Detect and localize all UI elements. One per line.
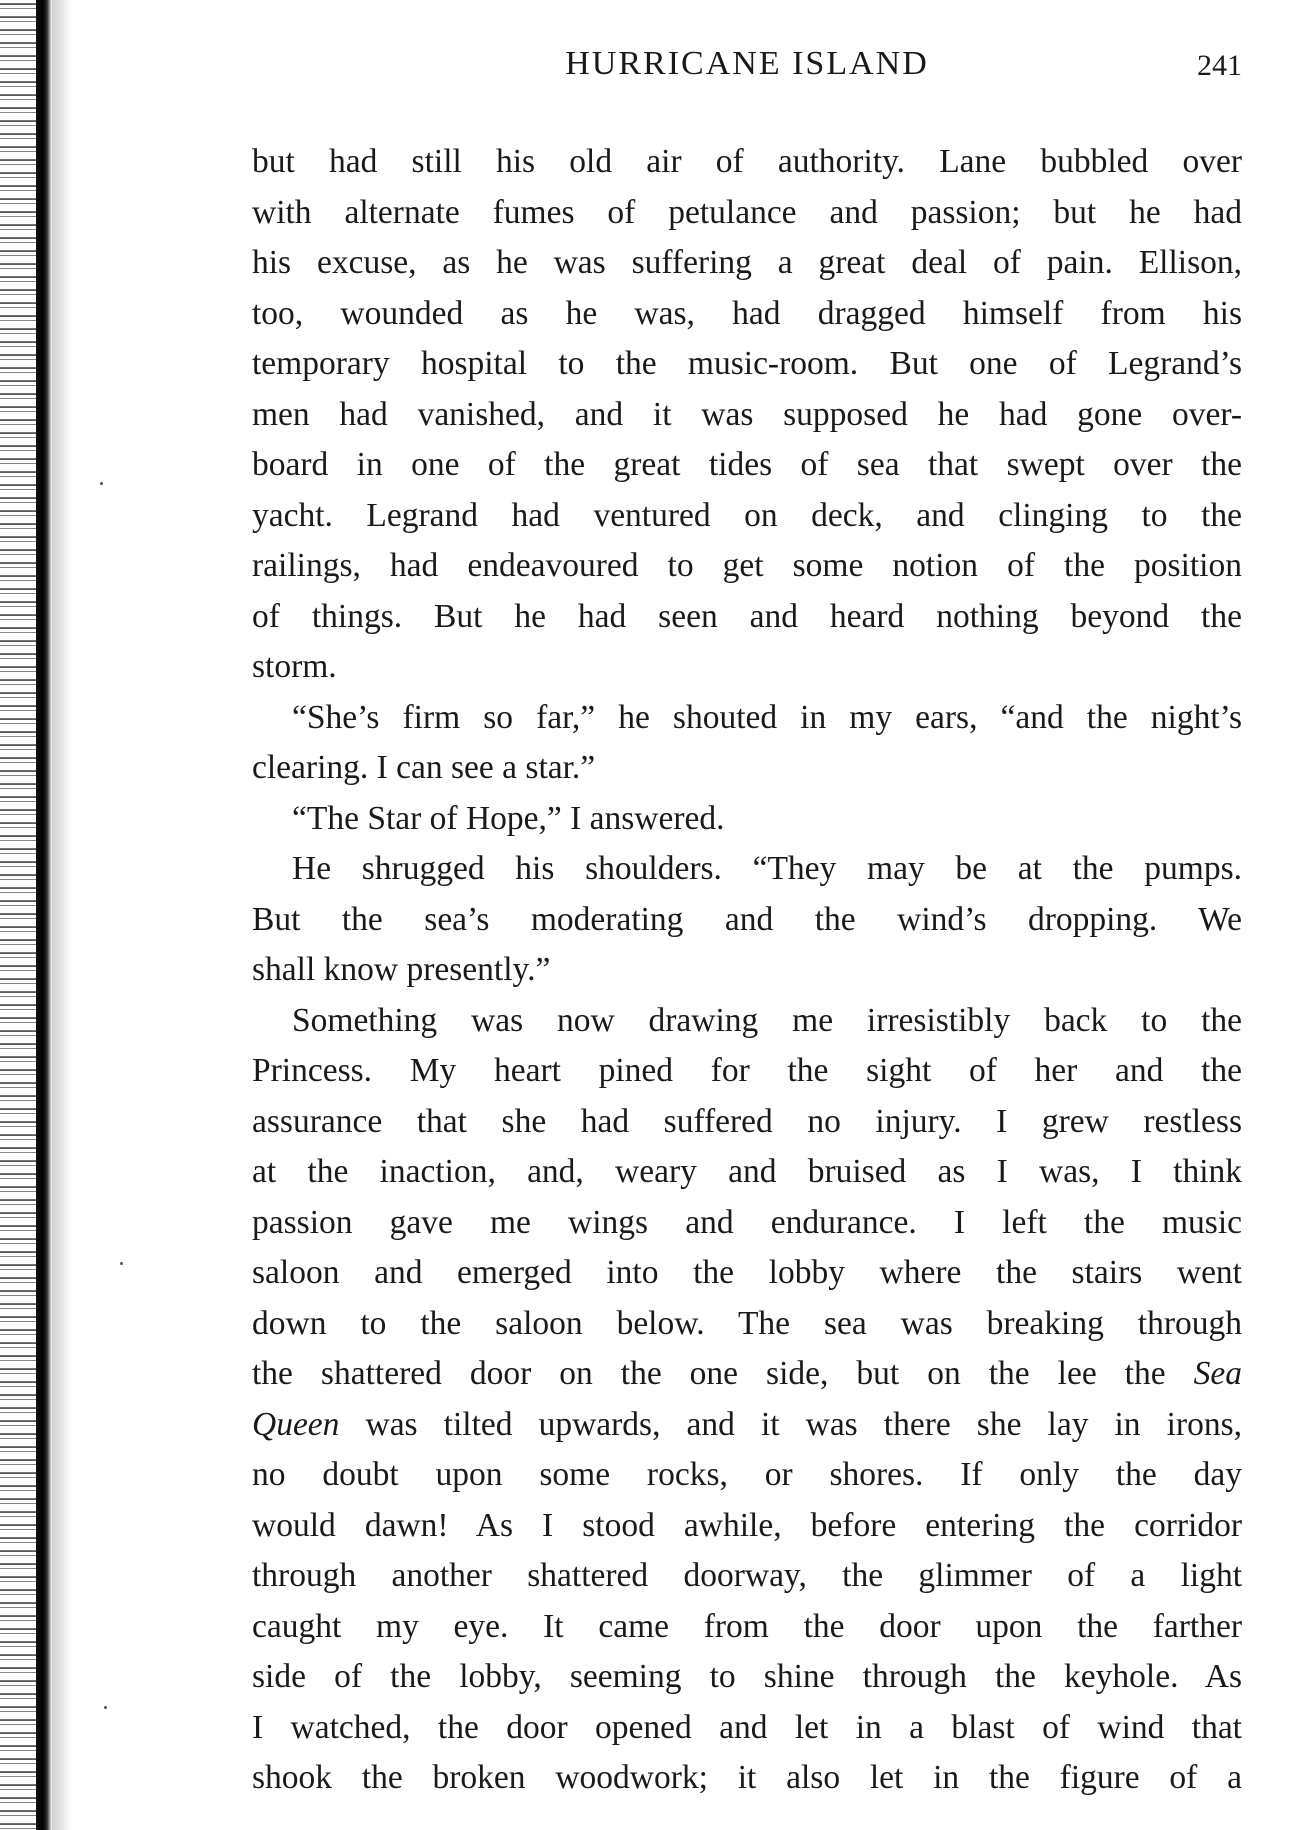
text-line: board in one of the great tides of sea that swept over the xyxy=(252,446,1242,483)
scan-speck xyxy=(120,1262,123,1265)
text-line: “The Star of Hope,” I answered. xyxy=(292,799,725,837)
text-line: shall know presently.” xyxy=(252,951,551,988)
text-line: storm. xyxy=(252,648,337,685)
text-line: down to the saloon below. The sea was breaking through xyxy=(252,1304,1242,1342)
text-line: at the inaction, and, weary and bruised as I was, I think xyxy=(252,1153,1242,1190)
text-line: saloon and emerged into the lobby where the stairs went xyxy=(252,1254,1242,1291)
text-line: railings, had endeavoured to get some notion of the position xyxy=(252,547,1242,584)
text-line: through another shattered doorway, the glimmer of a light xyxy=(252,1557,1242,1594)
text-line: Princess. My heart pined for the sight of her and the xyxy=(252,1052,1242,1089)
text-line: assurance that she had suffered no injury. I grew restless xyxy=(252,1102,1242,1140)
text-line: clearing. I can see a star.” xyxy=(252,749,596,786)
text-line: But the sea’s moderating and the wind’s dropping. We xyxy=(252,900,1242,938)
ship-name-sea: Sea xyxy=(1193,1355,1243,1392)
text-line: Something was now drawing me irresistibly back to the xyxy=(292,1001,1242,1039)
body-text xyxy=(252,137,1242,1804)
page-number: 241 xyxy=(1197,49,1242,82)
text-line: side of the lobby, seeming to shine through the keyhole. As xyxy=(252,1658,1242,1695)
binding-shadow xyxy=(36,0,52,1830)
text-line: “She’s firm so far,” he shouted in my ears, “and the night’s xyxy=(292,698,1242,736)
text-line-start: the shattered door on the one side, but on the lee the xyxy=(252,1355,1166,1392)
text-line: would dawn! As I stood awhile, before entering the corridor xyxy=(252,1506,1242,1544)
text-line: shook the broken woodwork; it also let in the figure of a xyxy=(252,1759,1242,1796)
text-line xyxy=(252,1349,1242,1400)
text-line-rest: was tilted upwards, and it was there she lay in irons, xyxy=(365,1405,1242,1443)
text-line: I watched, the door opened and let in a blast of wind that xyxy=(252,1708,1242,1746)
running-head xyxy=(252,40,1242,88)
text-line: but had still his old air of authority. Lane bubbled over xyxy=(252,143,1242,180)
text-line: passion gave me wings and endurance. I left the music xyxy=(252,1203,1242,1241)
text-line: with alternate fumes of petulance and passion; but he had xyxy=(252,193,1242,231)
scan-speck xyxy=(100,482,103,485)
text-line: of things. But he had seen and heard nothing beyond the xyxy=(252,597,1242,635)
text-line xyxy=(252,1400,1242,1451)
running-head-title: HURRICANE ISLAND xyxy=(565,45,929,82)
text-line: no doubt upon some rocks, or shores. If only the day xyxy=(252,1456,1242,1493)
binding-fade xyxy=(52,0,72,1830)
text-line: yacht. Legrand had ventured on deck, and clinging to the xyxy=(252,496,1242,534)
text-line: He shrugged his shoulders. “They may be at the pumps. xyxy=(292,850,1242,887)
text-line: too, wounded as he was, had dragged himself from his xyxy=(252,294,1242,332)
text-line: caught my eye. It came from the door upon the farther xyxy=(252,1607,1242,1645)
text-line: temporary hospital to the music-room. But one of Legrand’s xyxy=(252,345,1242,382)
text-line: men had vanished, and it was supposed he had gone over- xyxy=(252,395,1242,433)
text-line: his excuse, as he was suffering a great deal of pain. Ellison, xyxy=(252,244,1242,281)
ship-name-queen: Queen xyxy=(252,1405,340,1443)
scan-speck xyxy=(104,1706,107,1709)
